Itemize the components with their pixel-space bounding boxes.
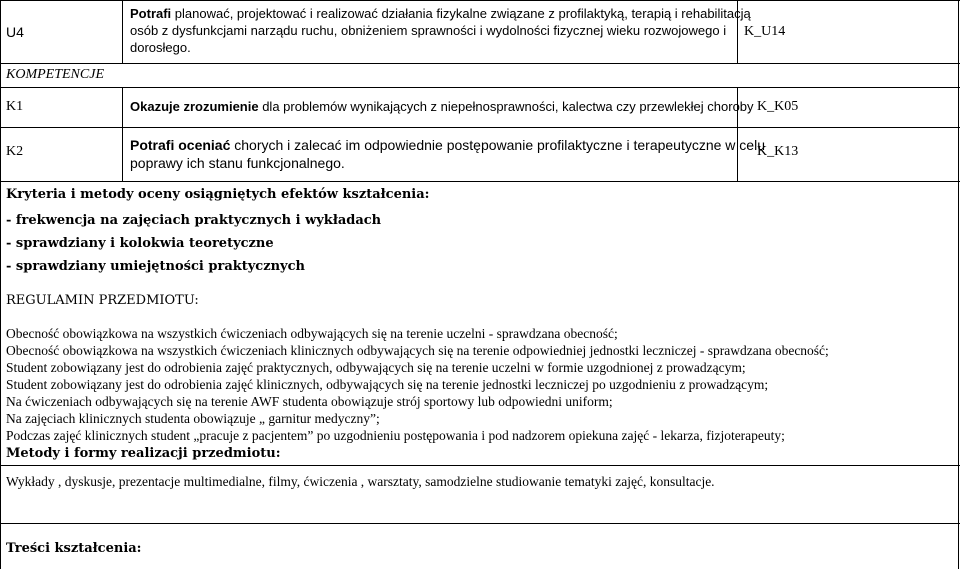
k1-lead: Okazuje zrozumienie <box>130 99 259 114</box>
table-left-border <box>0 0 1 569</box>
k1-description <box>130 98 754 115</box>
regulamin-line: Student zobowiązany jest do odrobienia zajęć praktycznych, odbywających się na terenie uczelni w formie uzgodnionej z prowadzącym; <box>6 360 746 375</box>
regulamin-line: Obecność obowiązkowa na wszystkich ćwiczeniach odbywających się na terenie uczelni - sprawdzana obecność; <box>6 326 618 341</box>
code-column-divider-u4 <box>122 0 123 63</box>
u4-ref: K_U14 <box>744 24 786 39</box>
k1-ref: K_K05 <box>757 99 799 114</box>
criteria-item: - sprawdziany umiejętności praktycznych <box>6 259 305 274</box>
criteria-heading: Kryteria i metody oceny osiągniętych efektów kształcenia: <box>6 187 430 202</box>
k2-description-line1 <box>130 136 765 154</box>
regulamin-line: Student zobowiązany jest do odrobienia zajęć klinicznych, odbywających się na terenie jednostki leczniczej po uzgodnieniu z prowadzącym; <box>6 377 769 392</box>
k2-row-bottom-border <box>0 181 960 182</box>
u4-text-line3: dorosłego. <box>130 40 191 55</box>
metody-text: Wykłady , dyskusje, prezentacje multimedialne, filmy, ćwiczenia , warsztaty, samodzielne studiowanie tematyki zajęć, konsultacje. <box>6 474 715 489</box>
k1-text: dla problemów wynikających z niepełnosprawności, kalectwa czy przewlekłej choroby <box>258 99 754 114</box>
k2-description <box>130 136 765 172</box>
u4-code: U4 <box>6 24 24 40</box>
tresci-heading: Treści kształcenia: <box>6 541 142 556</box>
k2-text-line2: poprawy ich stanu funkcjonalnego. <box>130 155 345 171</box>
k2-code: K2 <box>6 144 24 159</box>
k1-row-bottom-border <box>0 127 960 128</box>
kompetencje-label: KOMPETENCJE <box>6 67 104 82</box>
u4-description <box>130 5 751 56</box>
k2-ref: K_K13 <box>757 144 799 159</box>
criteria-list <box>6 209 381 278</box>
u4-row-bottom-border <box>0 63 960 64</box>
tresci-section-border <box>0 523 960 524</box>
table-right-border <box>958 0 959 569</box>
u4-lead: Potrafi <box>130 6 172 21</box>
table-top-border <box>0 0 960 1</box>
k1-code: K1 <box>6 99 24 114</box>
u4-description-line1 <box>130 5 751 22</box>
kompetencje-row-bottom-border <box>0 87 960 88</box>
criteria-item: - sprawdziany i kolokwia teoretyczne <box>6 236 274 251</box>
criteria-item: - frekwencja na zajęciach praktycznych i wykładach <box>6 213 382 228</box>
regulamin-line: Na ćwiczeniach odbywających się na terenie AWF studenta obowiązuje strój sportowy lub odpowiedni uniform; <box>6 394 613 409</box>
regulamin-heading: REGULAMIN PRZEDMIOTU: <box>6 293 199 308</box>
metody-section-border <box>0 465 960 466</box>
k2-text-line1: chorych i zalecać im odpowiednie postępowanie profilaktyczne i terapeutyczne w celu <box>230 137 765 153</box>
regulamin-line: Podczas zajęć klinicznych student „pracuje z pacjentem” po uzgodnieniu postępowania i pod nadzorem opiekuna zajęć - lekarza, fizjoterapeuty; <box>6 428 785 443</box>
metody-heading: Metody i formy realizacji przedmiotu: <box>6 446 281 461</box>
k2-lead: Potrafi oceniać <box>130 137 231 153</box>
regulamin-line: Na zajęciach klinicznych studenta obowiązuje „ garnitur medyczny”; <box>6 411 380 426</box>
u4-text-line2: osób z dysfunkcjami narządu ruchu, obniżeniem sprawności i wydolności fizycznej wieku rozwojowego i <box>130 23 727 38</box>
regulamin-line: Obecność obowiązkowa na wszystkich ćwiczeniach klinicznych odbywających się na terenie odpowiedniej jednostki leczniczej - sprawdzana obecność; <box>6 343 829 358</box>
u4-text-line1: planować, projektować i realizować działania fizykalne związane z profilaktyką, terapią i rehabilitacją <box>171 6 751 21</box>
code-column-divider-k <box>122 87 123 181</box>
